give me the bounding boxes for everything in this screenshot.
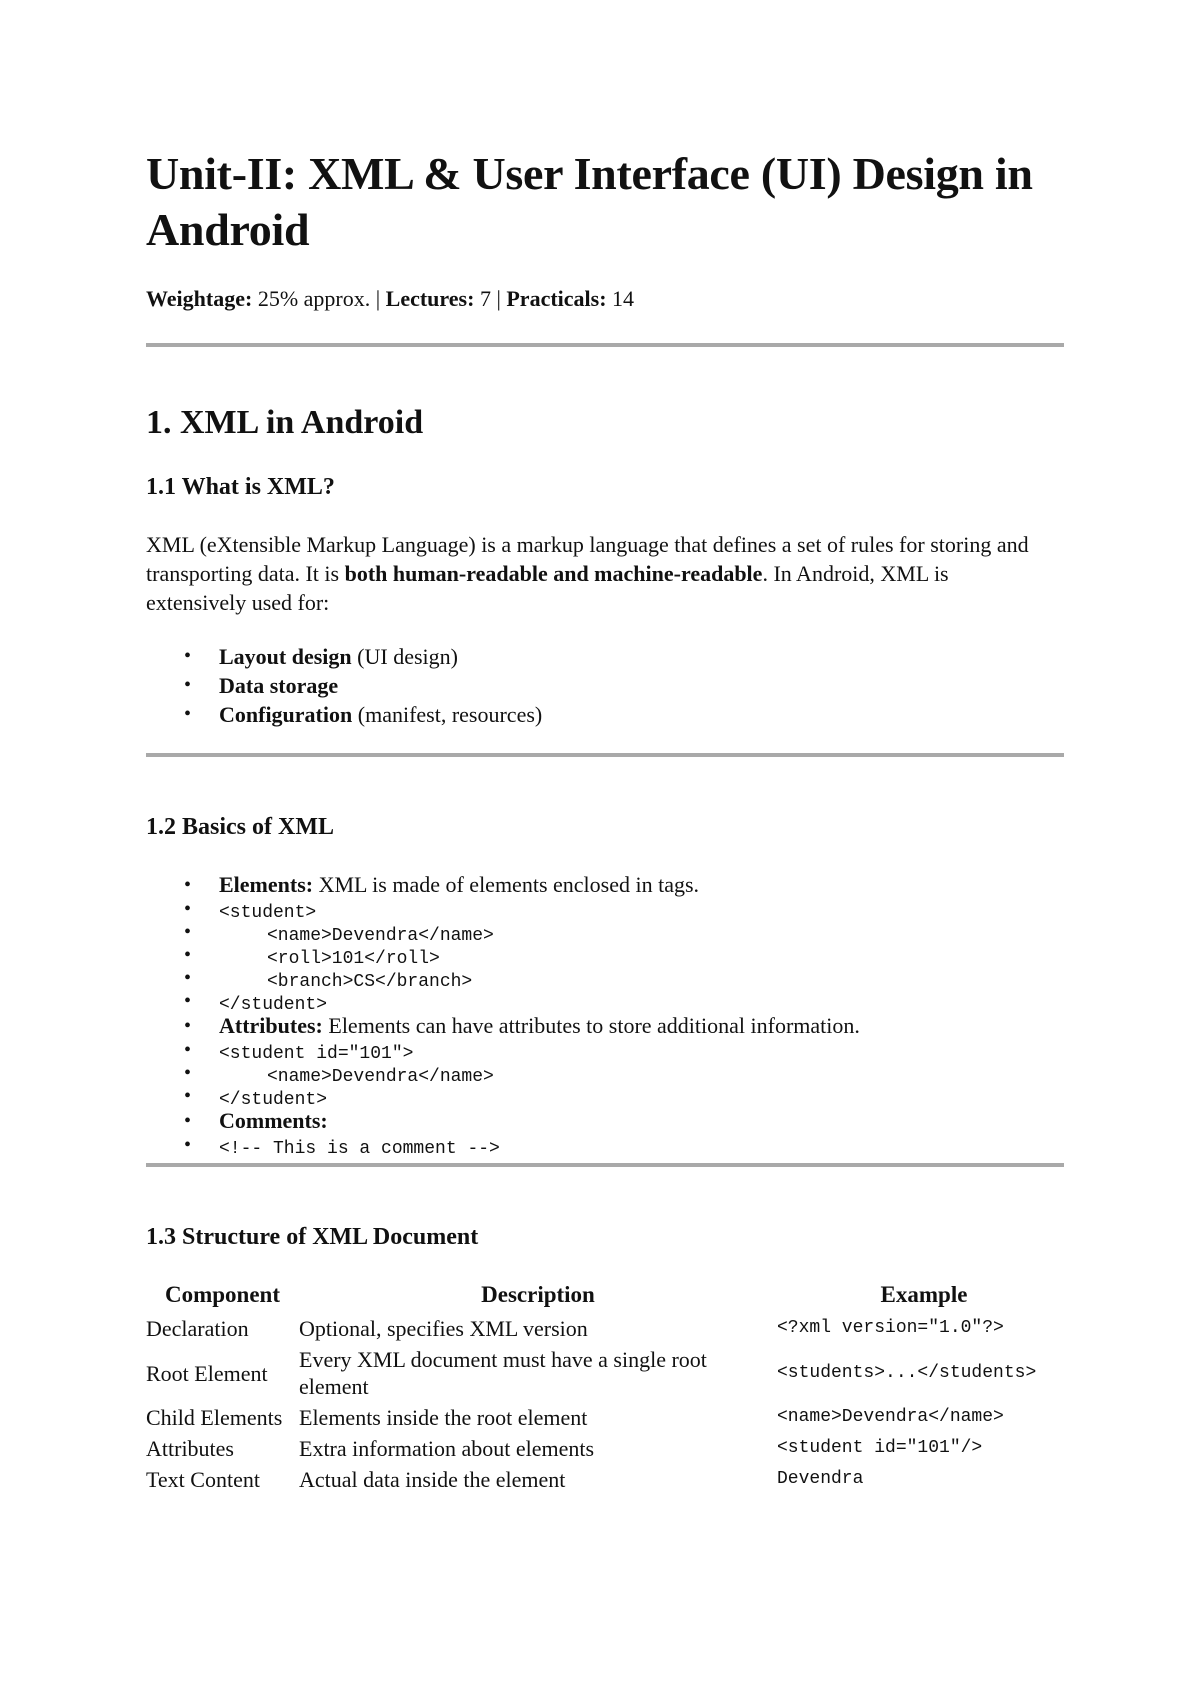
list-item (146, 700, 1046, 729)
table-row (146, 1464, 1071, 1495)
weightage-label: Weightage: (146, 286, 253, 311)
code-line (146, 967, 1046, 990)
weightage-value: 25% approx. | (252, 286, 386, 311)
bullet-icon: • (184, 921, 192, 943)
list-item (146, 1108, 1046, 1134)
code-line (146, 990, 1046, 1013)
list-item-text: XML is made of elements enclosed in tags. (313, 872, 700, 897)
document-title: Unit-II: XML & User Interface (UI) Design in Android (146, 148, 1033, 255)
bullet-icon: • (184, 874, 192, 896)
code-line (146, 921, 1046, 944)
list-item-text: (UI design) (351, 644, 458, 669)
list-item-label: Data storage (219, 673, 339, 698)
code-line (146, 1085, 1046, 1108)
cell-description: Elements inside the root element (299, 1405, 588, 1430)
list-item-label: Attributes: (219, 1013, 323, 1038)
divider (146, 753, 1064, 757)
bullet-icon: • (184, 898, 192, 920)
bullet-icon: • (184, 674, 192, 696)
code-text: <name>Devendra</name> (267, 1067, 494, 1087)
table-header-row (146, 1281, 1071, 1313)
cell-component: Text Content (146, 1467, 260, 1492)
divider (146, 343, 1064, 347)
cell-example: <students>...</students> (777, 1362, 1037, 1383)
cell-component: Root Element (146, 1360, 268, 1386)
practicals-label: Practicals: (506, 286, 607, 311)
cell-description: Actual data inside the element (299, 1467, 566, 1492)
cell-component: Declaration (146, 1316, 249, 1341)
list-item-label: Layout design (219, 644, 352, 669)
column-header: Example (880, 1282, 968, 1307)
code-text: <!-- This is a comment --> (219, 1139, 500, 1159)
code-text: </student> (219, 995, 328, 1015)
subsection-heading: 1.2 Basics of XML (146, 814, 334, 840)
bullet-icon: • (184, 703, 192, 725)
list-item (146, 1013, 1046, 1039)
cell-example: <?xml version="1.0"?> (777, 1318, 1004, 1338)
column-header: Component (164, 1282, 280, 1307)
bullet-icon: • (184, 1110, 192, 1132)
bullet-icon: • (184, 1062, 192, 1084)
cell-description: Every XML document must have a single root element (299, 1347, 707, 1399)
code-line (146, 1062, 1046, 1085)
column-header: Description (481, 1282, 595, 1307)
list-item-text: (manifest, resources) (352, 702, 543, 727)
list-item-text: Elements can have attributes to store additional information. (322, 1013, 860, 1038)
bullet-icon: • (184, 1039, 192, 1061)
code-line (146, 944, 1046, 967)
lectures-label: Lectures: (385, 286, 475, 311)
lectures-value: 7 | (474, 286, 507, 311)
cell-example: <name>Devendra</name> (777, 1407, 1004, 1427)
cell-description: Extra information about elements (299, 1436, 595, 1461)
practicals-value: 14 (606, 286, 635, 311)
code-text: <roll>101</roll> (267, 949, 440, 969)
table-row (146, 1433, 1071, 1464)
subsection-heading: 1.1 What is XML? (146, 474, 335, 500)
table-row (146, 1313, 1071, 1344)
code-text: <student id="101"> (219, 1044, 414, 1064)
cell-description: Optional, specifies XML version (299, 1316, 588, 1341)
code-text: </student> (219, 1090, 328, 1110)
bullet-icon: • (184, 1015, 192, 1037)
cell-example: Devendra (777, 1469, 864, 1489)
paragraph-text: XML (eXtensible Markup Language) is a markup language that defines a set of rules for storing and transporting data. It is (146, 532, 1029, 586)
code-line (146, 1039, 1046, 1062)
table-row (146, 1344, 1071, 1402)
bullet-icon: • (184, 1085, 192, 1107)
subsection-heading: 1.3 Structure of XML Document (146, 1224, 479, 1250)
divider (146, 1163, 1064, 1167)
paragraph-text: . In Android, XML is extensively used for: (146, 561, 949, 615)
cell-component: Child Elements (146, 1405, 283, 1430)
xml-basics-list (146, 872, 1046, 1157)
code-line (146, 1134, 1046, 1157)
cell-example: <student id="101"/> (777, 1438, 983, 1458)
list-item-label: Comments: (219, 1108, 328, 1133)
bullet-icon: • (184, 645, 192, 667)
code-text: <branch>CS</branch> (267, 972, 473, 992)
bullet-icon: • (184, 1134, 192, 1156)
cell-component: Attributes (146, 1436, 234, 1461)
paragraph-emphasis: both human-readable and machine-readable (344, 561, 763, 586)
code-line (146, 898, 1046, 921)
bullet-icon: • (184, 990, 192, 1012)
section-heading: 1. XML in Android (146, 404, 424, 441)
code-text: <name>Devendra</name> (267, 926, 494, 946)
table-row (146, 1402, 1071, 1433)
xml-structure-table (146, 1281, 1071, 1495)
list-item-label: Configuration (219, 702, 353, 727)
list-item-label: Elements: (219, 872, 314, 897)
bullet-icon: • (184, 944, 192, 966)
list-item (146, 671, 1046, 700)
bullet-icon: • (184, 967, 192, 989)
list-item (146, 872, 1046, 898)
unit-meta (146, 285, 634, 313)
xml-uses-list (146, 642, 1046, 729)
list-item (146, 642, 1046, 671)
code-text: <student> (219, 903, 317, 923)
xml-definition-paragraph (146, 530, 1046, 617)
